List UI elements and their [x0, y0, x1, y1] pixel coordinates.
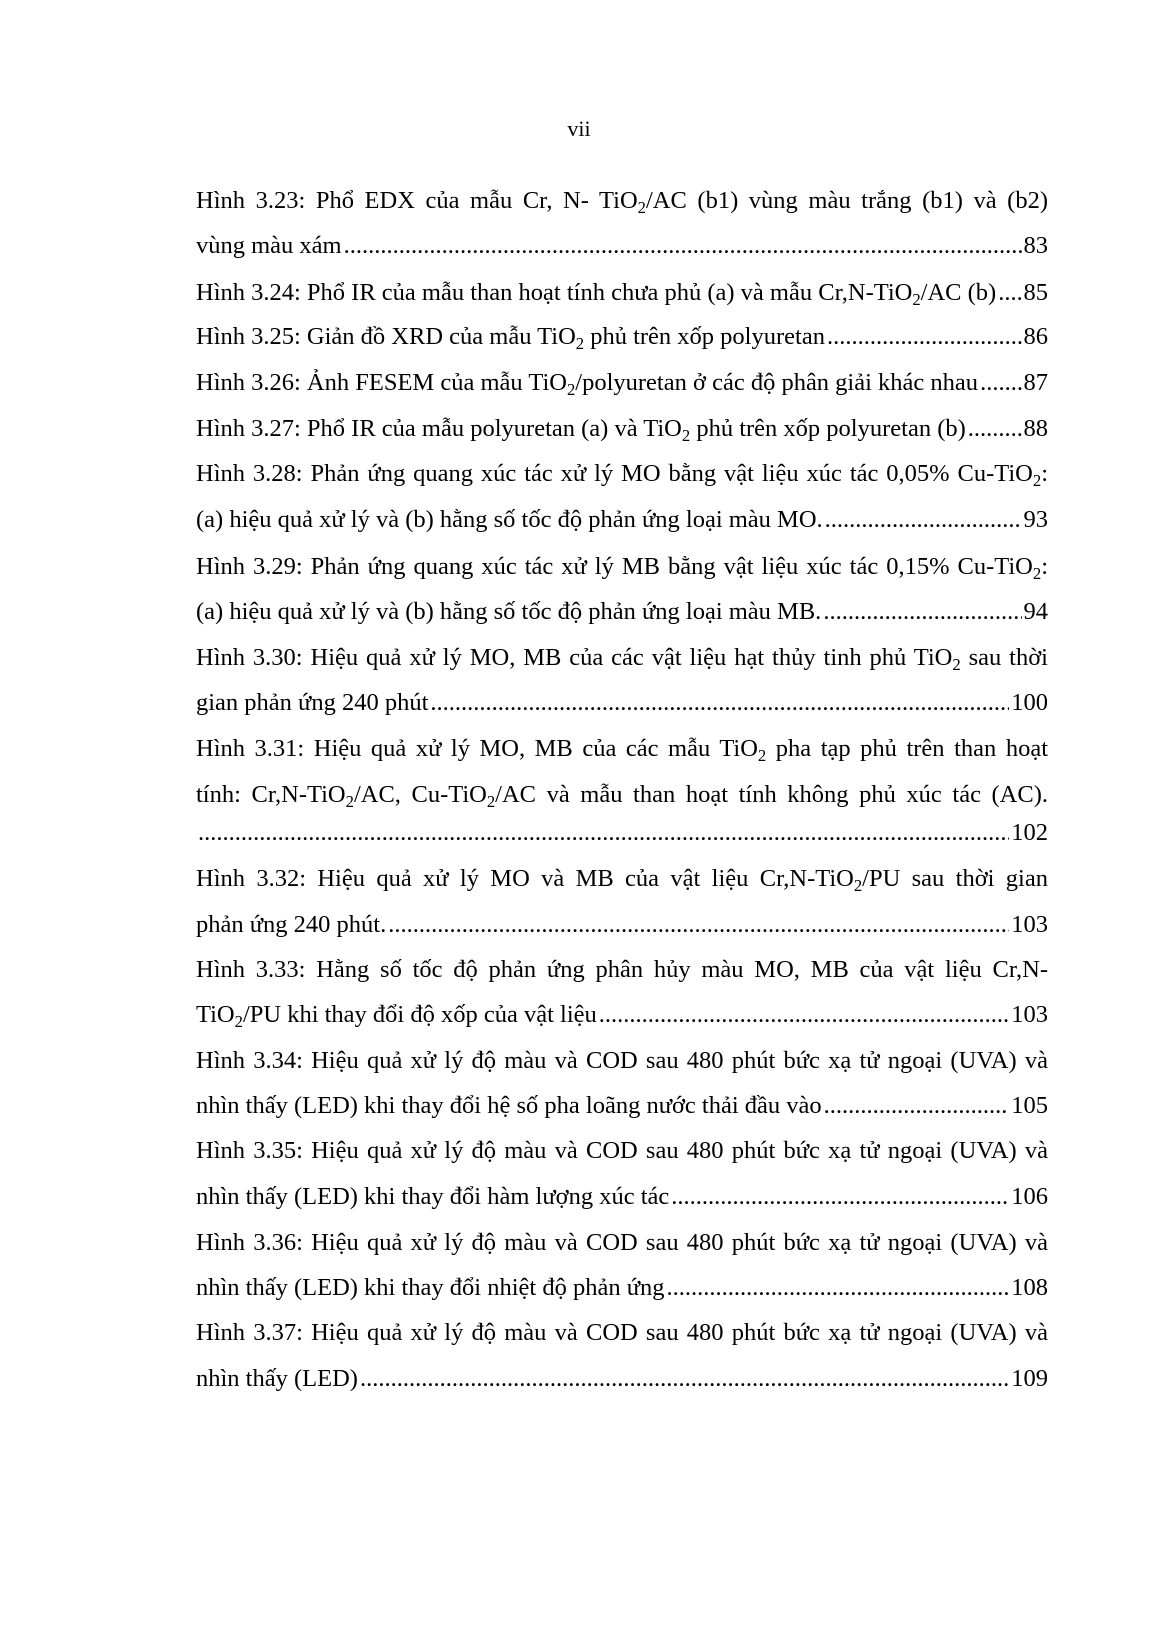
toc-page-number: 100 — [1011, 689, 1048, 716]
toc-entry-line: Hình 3.23: Phổ EDX của mẫu Cr, N- TiO$_2$/AC (b1) vùng màu trắng (b1) và (b2) — [196, 187, 1048, 216]
dot-leader — [998, 278, 1021, 308]
dot-leader — [825, 505, 1022, 535]
toc-page-number: 83 — [1023, 232, 1048, 259]
toc-entry-line — [196, 1091, 1048, 1121]
toc-page-number: 106 — [1011, 1183, 1048, 1210]
toc-entry-text: nhìn thấy (LED) khi thay đổi nhiệt độ phản ứng — [196, 1274, 665, 1301]
dot-leader — [827, 322, 1022, 352]
dot-leader — [824, 1091, 1010, 1121]
toc-entry-text: Hình 3.24: Phổ IR của mẫu than hoạt tính chưa phủ (a) và mẫu Cr,N-TiO$_2$/AC (b) — [196, 279, 997, 308]
toc-entry-line — [196, 818, 1048, 848]
toc-entry-text: TiO$_2$/PU khi thay đổi độ xốp của vật liệu — [196, 1001, 597, 1030]
dot-leader — [671, 1182, 1009, 1212]
toc-entry-text: (a) hiệu quả xử lý và (b) hằng số tốc độ phản ứng loại màu MO. — [196, 506, 823, 533]
dot-leader — [360, 1364, 1009, 1394]
toc-entry-line: Hình 3.31: Hiệu quả xử lý MO, MB của các mẫu TiO$_2$ pha tạp phủ trên than hoạt — [196, 735, 1048, 764]
toc-entry-line — [196, 368, 1048, 398]
dot-leader — [667, 1273, 1010, 1303]
toc-entry-text: Hình 3.25: Giản đồ XRD của mẫu TiO$_2$ phủ trên xốp polyuretan — [196, 323, 825, 352]
toc-entry-text: nhìn thấy (LED) khi thay đổi hàm lượng xúc tác — [196, 1183, 670, 1210]
dot-leader — [388, 910, 1009, 940]
toc-entry-line — [196, 505, 1048, 535]
toc-entry-line — [196, 278, 1048, 308]
toc-entry-line — [196, 1364, 1048, 1394]
toc-entry-line: Hình 3.34: Hiệu quả xử lý độ màu và COD sau 480 phút bức xạ tử ngoại (UVA) và — [196, 1047, 1048, 1074]
dot-leader — [198, 818, 1009, 848]
toc-entry-line — [196, 414, 1048, 444]
toc-page-number: 94 — [1023, 598, 1048, 625]
toc-entry-line — [196, 1182, 1048, 1212]
toc-entry-line: Hình 3.29: Phản ứng quang xúc tác xử lý MB bằng vật liệu xúc tác 0,15% Cu-TiO$_2$: — [196, 553, 1048, 582]
toc-entry-line: Hình 3.32: Hiệu quả xử lý MO và MB của vật liệu Cr,N-TiO$_2$/PU sau thời gian — [196, 865, 1048, 894]
toc-page-number: 102 — [1011, 819, 1048, 846]
toc-page-number: 88 — [1023, 415, 1048, 442]
toc-entry-line — [196, 1000, 1048, 1030]
toc-entry-line: Hình 3.28: Phản ứng quang xúc tác xử lý MO bằng vật liệu xúc tác 0,05% Cu-TiO$_2$: — [196, 460, 1048, 489]
toc-entry-text: Hình 3.27: Phổ IR của mẫu polyuretan (a) và TiO$_2$ phủ trên xốp polyuretan (b) — [196, 415, 966, 444]
toc-entry-line — [196, 910, 1048, 940]
dot-leader — [823, 597, 1021, 627]
toc-entry-text: nhìn thấy (LED) khi thay đổi hệ số pha loãng nước thải đầu vào — [196, 1092, 822, 1119]
toc-entry-line — [196, 688, 1048, 718]
toc-page-number: 85 — [1023, 279, 1048, 306]
page-number: vii — [567, 116, 591, 141]
toc-entry-line — [196, 231, 1048, 261]
toc-page-number: 105 — [1011, 1092, 1048, 1119]
toc-entry-text: gian phản ứng 240 phút — [196, 689, 429, 716]
toc-entry-line — [196, 322, 1048, 352]
toc-entry-line: Hình 3.30: Hiệu quả xử lý MO, MB của các vật liệu hạt thủy tinh phủ TiO$_2$ sau thời — [196, 644, 1048, 673]
dot-leader — [980, 368, 1021, 398]
toc-page-number: 93 — [1023, 506, 1048, 533]
dot-leader — [599, 1000, 1009, 1030]
toc-entry-text: vùng màu xám — [196, 232, 342, 259]
toc-page-number: 87 — [1023, 369, 1048, 396]
dot-leader — [430, 688, 1009, 718]
toc-page-number: 86 — [1023, 323, 1048, 350]
toc-entry-line: Hình 3.36: Hiệu quả xử lý độ màu và COD sau 480 phút bức xạ tử ngoại (UVA) và — [196, 1229, 1048, 1256]
toc-page-number: 109 — [1011, 1365, 1048, 1392]
toc-entry-line — [196, 597, 1048, 627]
toc-page-number: 108 — [1011, 1274, 1048, 1301]
toc-entry-text: Hình 3.26: Ảnh FESEM của mẫu TiO$_2$/polyuretan ở các độ phân giải khác nhau — [196, 369, 979, 398]
toc-entry-line: Hình 3.35: Hiệu quả xử lý độ màu và COD sau 480 phút bức xạ tử ngoại (UVA) và — [196, 1137, 1048, 1164]
toc-page-number: 103 — [1011, 1001, 1048, 1028]
dot-leader — [968, 414, 1022, 444]
toc-page-number: 103 — [1011, 911, 1048, 938]
toc-entry-line: tính: Cr,N-TiO$_2$/AC, Cu-TiO$_2$/AC và mẫu than hoạt tính không phủ xúc tác (AC). — [196, 781, 1048, 810]
toc-entry-text: phản ứng 240 phút. — [196, 911, 387, 938]
toc-entry-line: Hình 3.37: Hiệu quả xử lý độ màu và COD sau 480 phút bức xạ tử ngoại (UVA) và — [196, 1319, 1048, 1346]
toc-entry-line — [196, 1273, 1048, 1303]
dot-leader — [344, 231, 1022, 261]
toc-entry-text: nhìn thấy (LED) — [196, 1365, 358, 1392]
toc-entry-text: (a) hiệu quả xử lý và (b) hằng số tốc độ phản ứng loại màu MB. — [196, 598, 822, 625]
toc-entry-line: Hình 3.33: Hằng số tốc độ phản ứng phân hủy màu MO, MB của vật liệu Cr,N- — [196, 956, 1048, 983]
